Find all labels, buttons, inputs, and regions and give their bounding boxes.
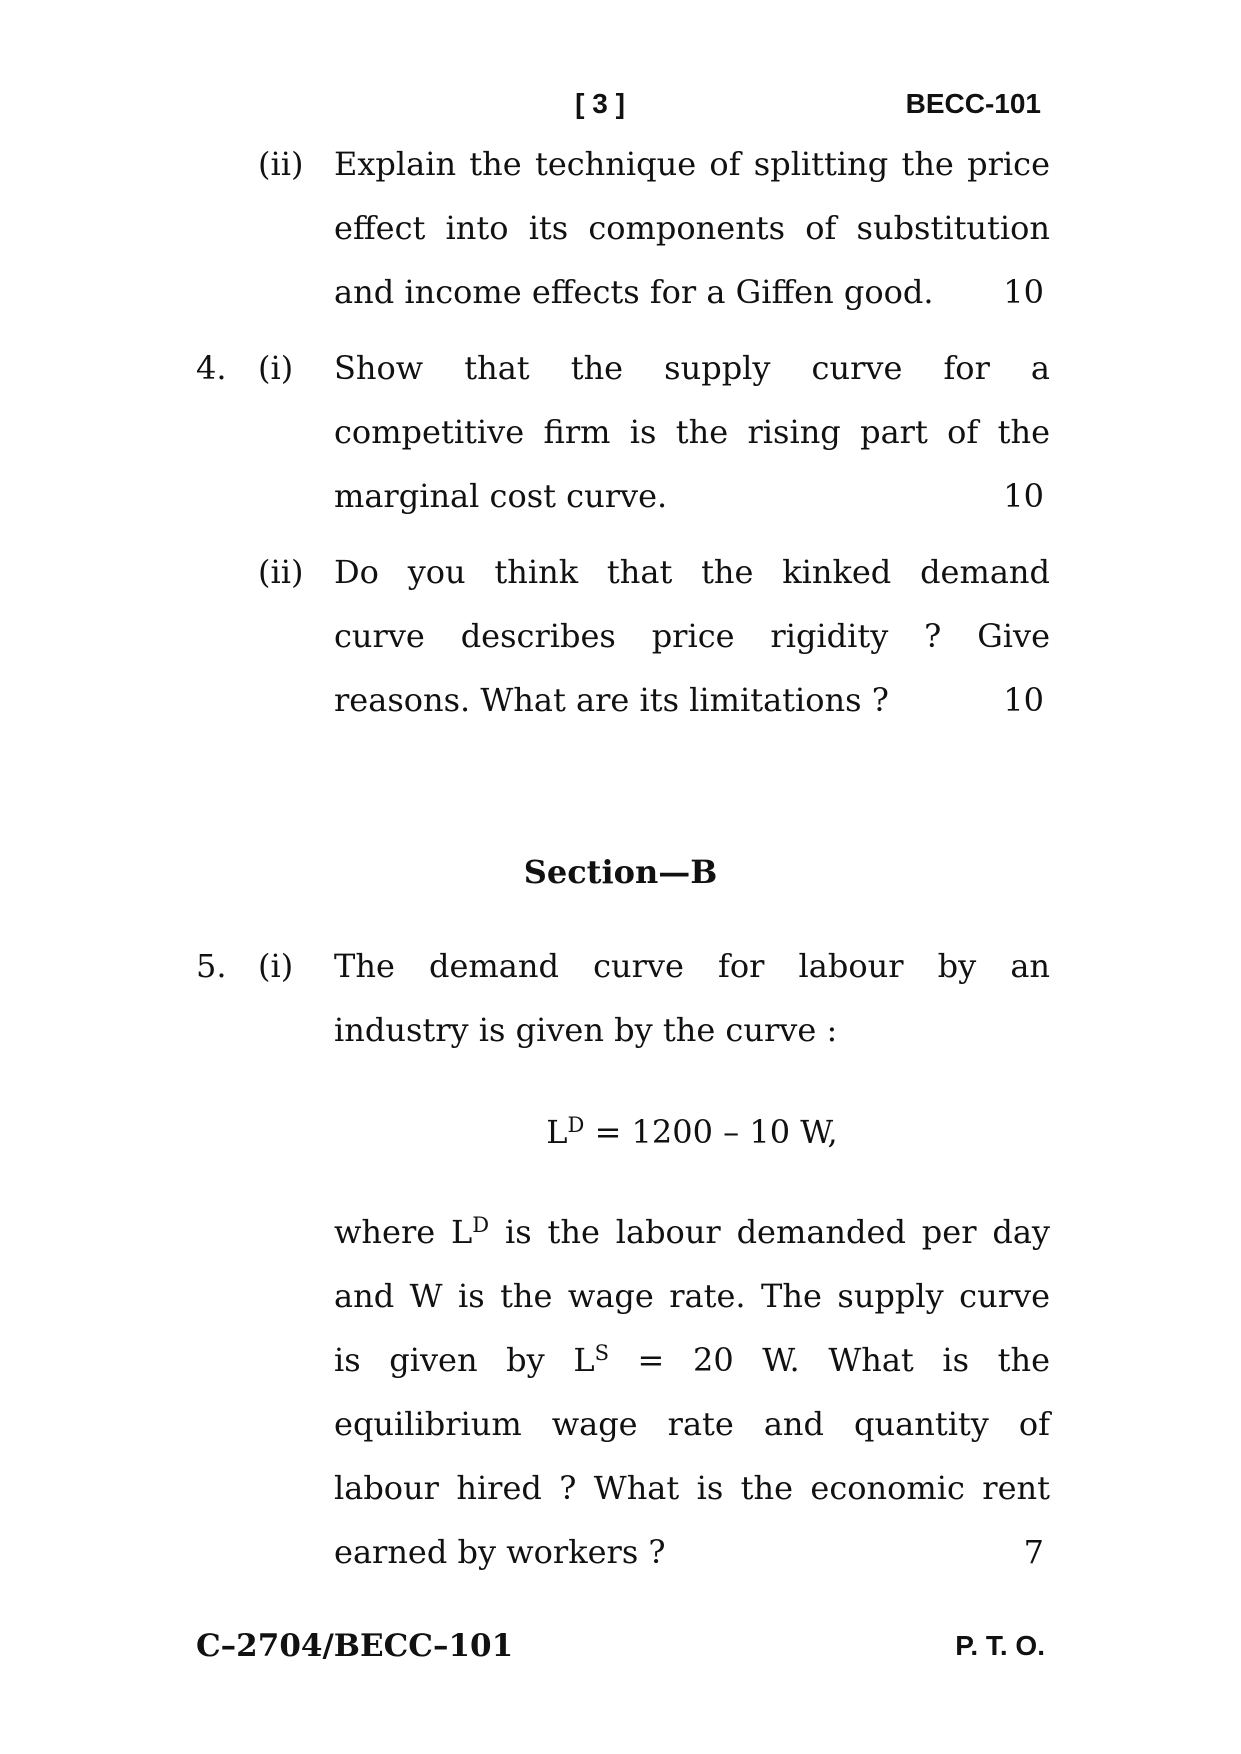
text-line: earned by workers ? [334,1533,666,1571]
equation-lhs: L [546,1113,568,1151]
text-run: is given by L [334,1341,595,1379]
course-code: BECC-101 [905,88,1041,119]
text-line-with-marks [334,464,1050,528]
pto-label: P. T. O. [955,1630,1045,1661]
q4-part-ii-label: (ii) [258,553,304,591]
text-line [334,1200,1050,1264]
q5-part-i-body [334,1200,1050,1584]
equation-superscript: D [567,1113,585,1137]
text-line-with-marks [334,668,1050,732]
text-line: industry is given by the curve : [334,1011,838,1049]
text-line: The demand curve for labour by an [334,947,1050,985]
q4-part-i-label: (i) [258,349,294,387]
equation-rhs: = 1200 – 10 W, [584,1113,838,1151]
text-run: = 20 W. What is the [608,1341,1051,1379]
paper-code: C–2704/BECC–101 [196,1628,514,1664]
text-line: Do you think that the kinked demand [334,553,1050,591]
text-line: competitive firm is the rising part of the [334,413,1050,451]
page-number: [ 3 ] [575,88,625,119]
q5-part-i-intro [334,934,1050,1062]
demand-equation [334,1100,1050,1164]
text-run: where L [334,1213,473,1251]
q4-part-ii-text [334,540,1050,732]
superscript: D [472,1213,490,1237]
text-line: curve describes price rigidity ? Give [334,617,1050,655]
section-title: Section—B [523,853,718,891]
text-run: is the labour demanded per day [489,1213,1051,1251]
q3-part-ii-text [334,132,1050,324]
marks: 7 [1023,1533,1044,1571]
text-line: reasons. What are its limitations ? [334,681,889,719]
superscript: S [594,1341,609,1365]
text-line: effect into its components of substitution [334,209,1050,247]
text-line: equilibrium wage rate and quantity of [334,1405,1050,1443]
text-line [334,1328,1050,1392]
text-line: Show that the supply curve for a [334,349,1050,387]
q3-part-ii-label: (ii) [258,145,304,183]
q5-part-i-label: (i) [258,947,294,985]
marks: 10 [1003,681,1044,719]
q5-number: 5. [196,947,227,985]
text-line: labour hired ? What is the economic rent [334,1469,1050,1507]
q4-part-i-text [334,336,1050,528]
text-line: and W is the wage rate. The supply curve [334,1277,1050,1315]
text-line-with-marks [334,1520,1050,1584]
text-line: and income effects for a Giffen good. [334,273,934,311]
marks: 10 [1003,477,1044,515]
q4-number: 4. [196,349,227,387]
marks: 10 [1003,273,1044,311]
text-line: marginal cost curve. [334,477,668,515]
text-line: Explain the technique of splitting the price [334,145,1050,183]
text-line-with-marks [334,260,1050,324]
